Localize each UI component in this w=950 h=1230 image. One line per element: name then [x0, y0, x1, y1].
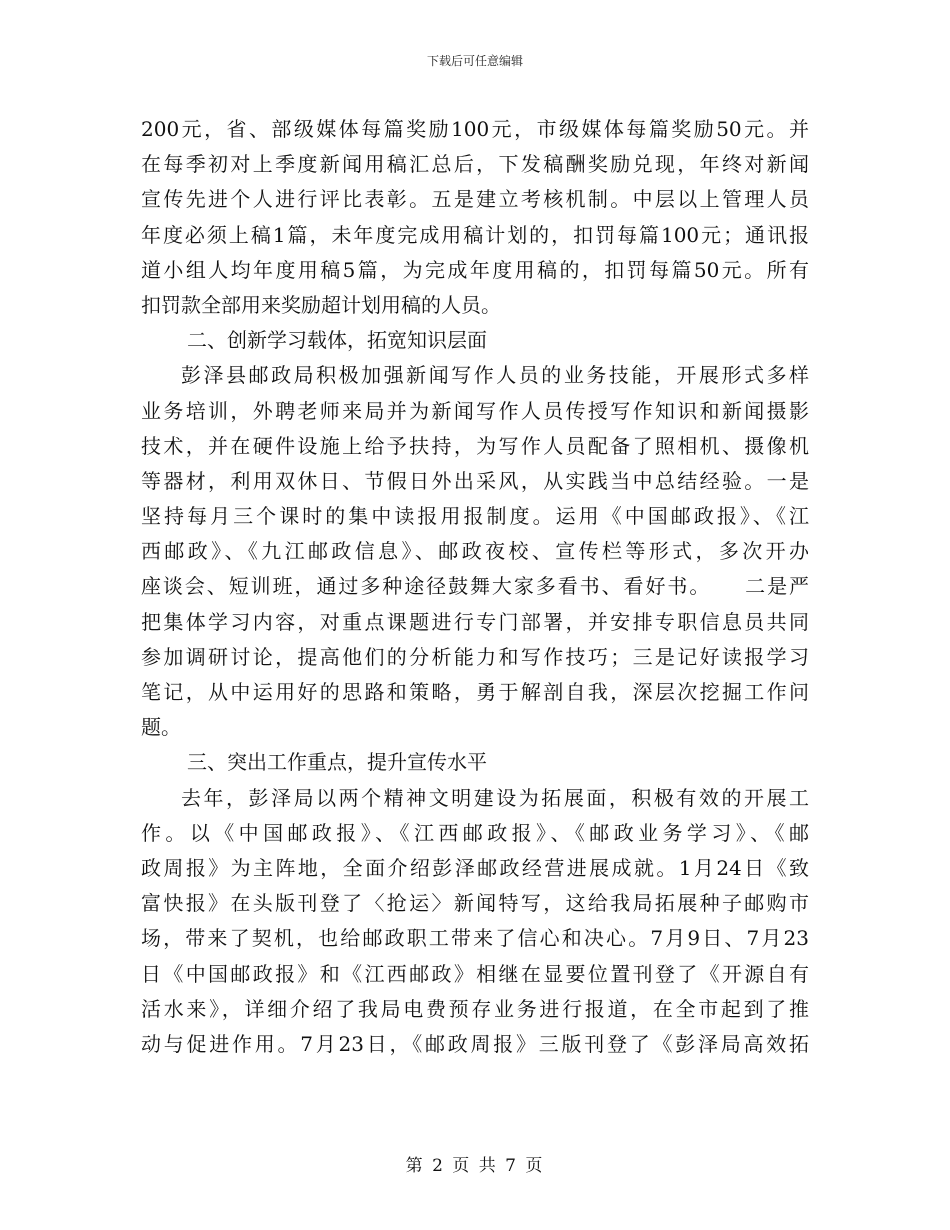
paragraph-line: 200元，省、部级媒体每篇奖励100元，市级媒体每篇奖励50元。并: [141, 117, 809, 141]
paragraph-line: 笔记，从中运用好的思路和策略，勇于解剖自我，深层次挖掘工作问: [141, 680, 809, 704]
paragraph-line: 西邮政》、《九江邮政信息》、邮政夜校、宣传栏等形式，多次开办: [141, 539, 809, 564]
paragraph-line: 日《中国邮政报》和《江西邮政》相继在显要位置刊登了《开源自有: [141, 961, 809, 986]
page-header: 下载后可任意编辑: [426, 54, 523, 68]
paragraph-line: 坚持每月三个课时的集中读报用报制度。运用《中国邮政报》、《江: [141, 504, 809, 529]
paragraph-line: 场，带来了契机，也给邮政职工带来了信心和决心。7月9日、7月23: [141, 926, 809, 951]
paragraph-line: 活水来》，详细介绍了我局电费预存业务进行报道，在全市起到了推: [141, 996, 809, 1021]
paragraph-line: 技术，并在硬件设施上给予扶持，为写作人员配备了照相机、摄像机: [141, 433, 809, 458]
paragraph-line: 把集体学习内容，对重点课题进行专门部署，并安排专职信息员共同: [141, 609, 809, 634]
section-heading: 二、创新学习载体，拓宽知识层面: [187, 328, 487, 353]
paragraph-line: 等器材，利用双休日、节假日外出采风，从实践当中总结经验。一是: [141, 468, 809, 493]
document-body: [141, 112, 809, 1062]
paragraph-line: 道小组人均年度用稿5篇，为完成年度用稿的，扣罚每篇50元。所有: [141, 257, 809, 282]
paragraph-line: 题。: [141, 715, 181, 740]
paragraph-line: 年度必须上稿1篇，未年度完成用稿计划的，扣罚每篇100元；通讯报: [141, 222, 809, 247]
paragraph-line: 富快报》在头版刊登了〈抢运〉新闻特写，这给我局拓展种子邮购市: [141, 891, 809, 916]
paragraph-line: 彭泽县邮政局积极加强新闻写作人员的业务技能，开展形式多样: [181, 363, 809, 388]
paragraph-line: 宣传先进个人进行评比表彰。五是建立考核机制。中层以上管理人员: [141, 187, 809, 212]
paragraph-line: 政周报》为主阵地，全面介绍彭泽邮政经营进展成就。1月24日《致: [141, 855, 809, 880]
page-number: 第 2 页 共 7 页: [405, 1156, 545, 1176]
paragraph-line: 动与促进作用。7月23日，《邮政周报》三版刊登了《彭泽局高效拓: [141, 1031, 809, 1056]
paragraph-line: 参加调研讨论，提高他们的分析能力和写作技巧；三是记好读报学习: [141, 644, 809, 669]
paragraph-line: 在每季初对上季度新闻用稿汇总后，下发稿酬奖励兑现，年终对新闻: [141, 152, 809, 177]
paragraph-line: 作。以《中国邮政报》、《江西邮政报》、《邮政业务学习》、《邮: [141, 820, 809, 845]
paragraph-line: 去年，彭泽局以两个精神文明建设为拓展面，积极有效的开展工: [181, 785, 809, 810]
section-heading: 三、突出工作重点，提升宣传水平: [187, 750, 487, 775]
paragraph-line: 扣罚款全部用来奖励超计划用稿的人员。: [141, 292, 501, 317]
paragraph-line: 座谈会、短训班，通过多种途径鼓舞大家多看书、看好书。 二是严: [141, 574, 809, 599]
paragraph-line: 业务培训，外聘老师来局并为新闻写作人员传授写作知识和新闻摄影: [141, 398, 809, 423]
